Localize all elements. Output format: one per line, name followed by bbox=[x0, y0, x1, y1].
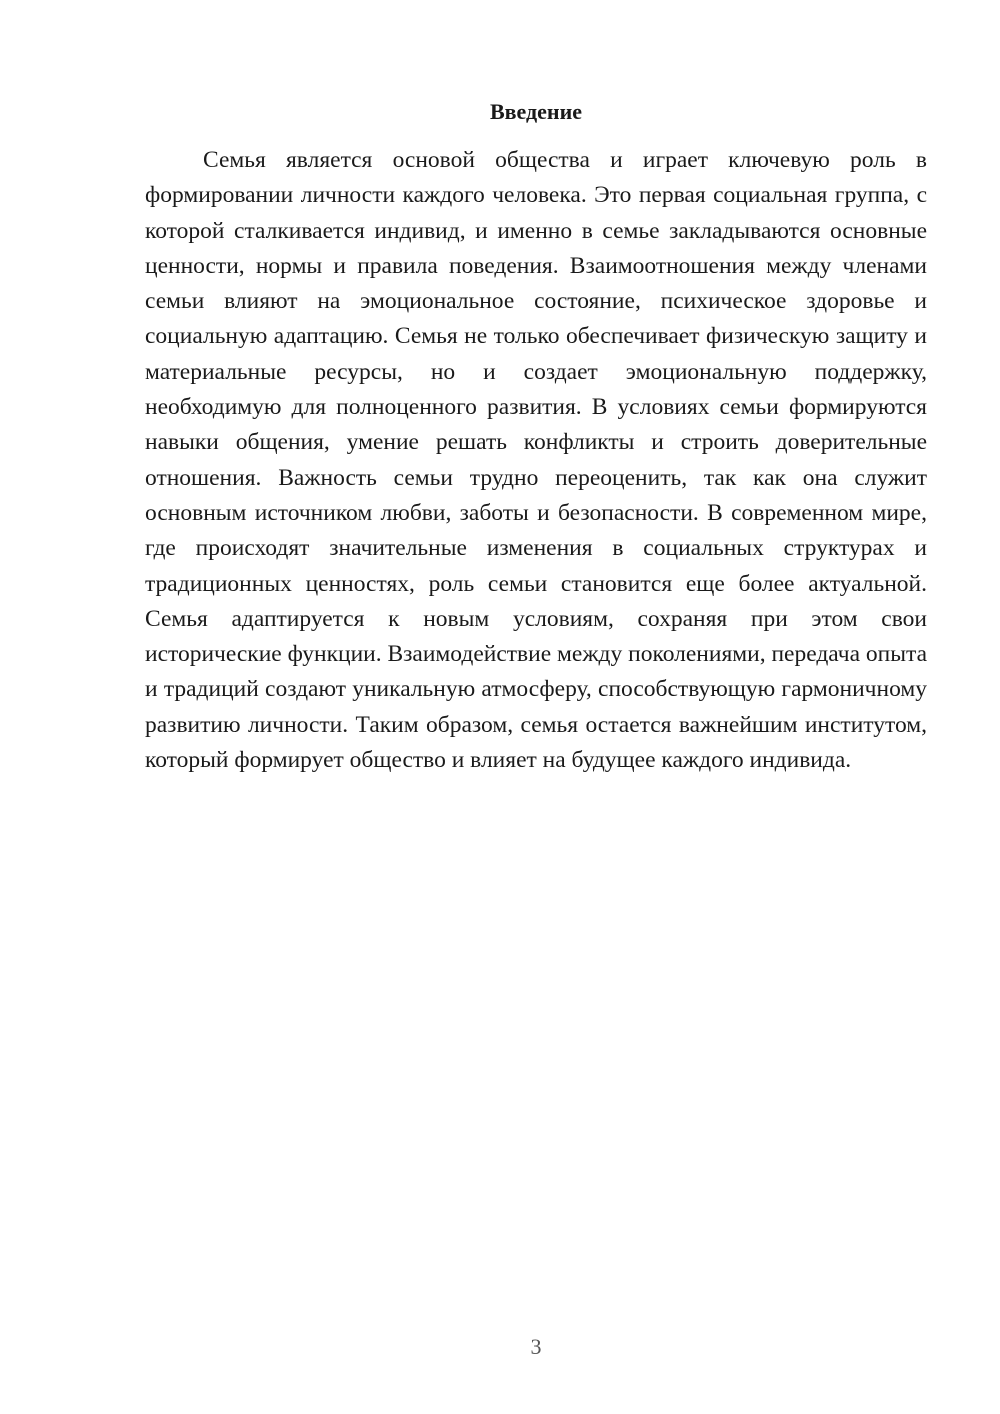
page-number: 3 bbox=[530, 1334, 542, 1359]
body-paragraph: Семья является основой общества и играет ключевую роль в формировании личности каждого человека. Это первая социальная группа, с которой сталкивается индивид, и именно в семье закладываются основные ценности, нормы и правила поведения. Взаимоотношения между членами семьи влияют на эмоциональное состояние, психическое здоровье и социальную адаптацию. Семья не только обеспечивает физическую защиту и материальные ресурсы, но и создает эмоциональную поддержку, необходимую для полноценного развития. В условиях семьи формируются навыки общения, умение решать конфликты и строить доверительные отношения. Важность семьи трудно переоценить, так как она служит основным источником любви, заботы и безопасности. В современном мире, где происходят значительные изменения в социальных структурах и традиционных ценностях, роль семьи становится еще более актуальной. Семья адаптируется к новым условиям, сохраняя при этом свои исторические функции. Взаимодействие между поколениями, передача опыта и традиций создают уникальную атмосферу, способствующую гармоничному развитию личности. Таким образом, семья остается важнейшим институтом, который формирует общество и влияет на будущее каждого индивида. bbox=[145, 147, 927, 774]
section-title: Введение bbox=[489, 99, 583, 124]
